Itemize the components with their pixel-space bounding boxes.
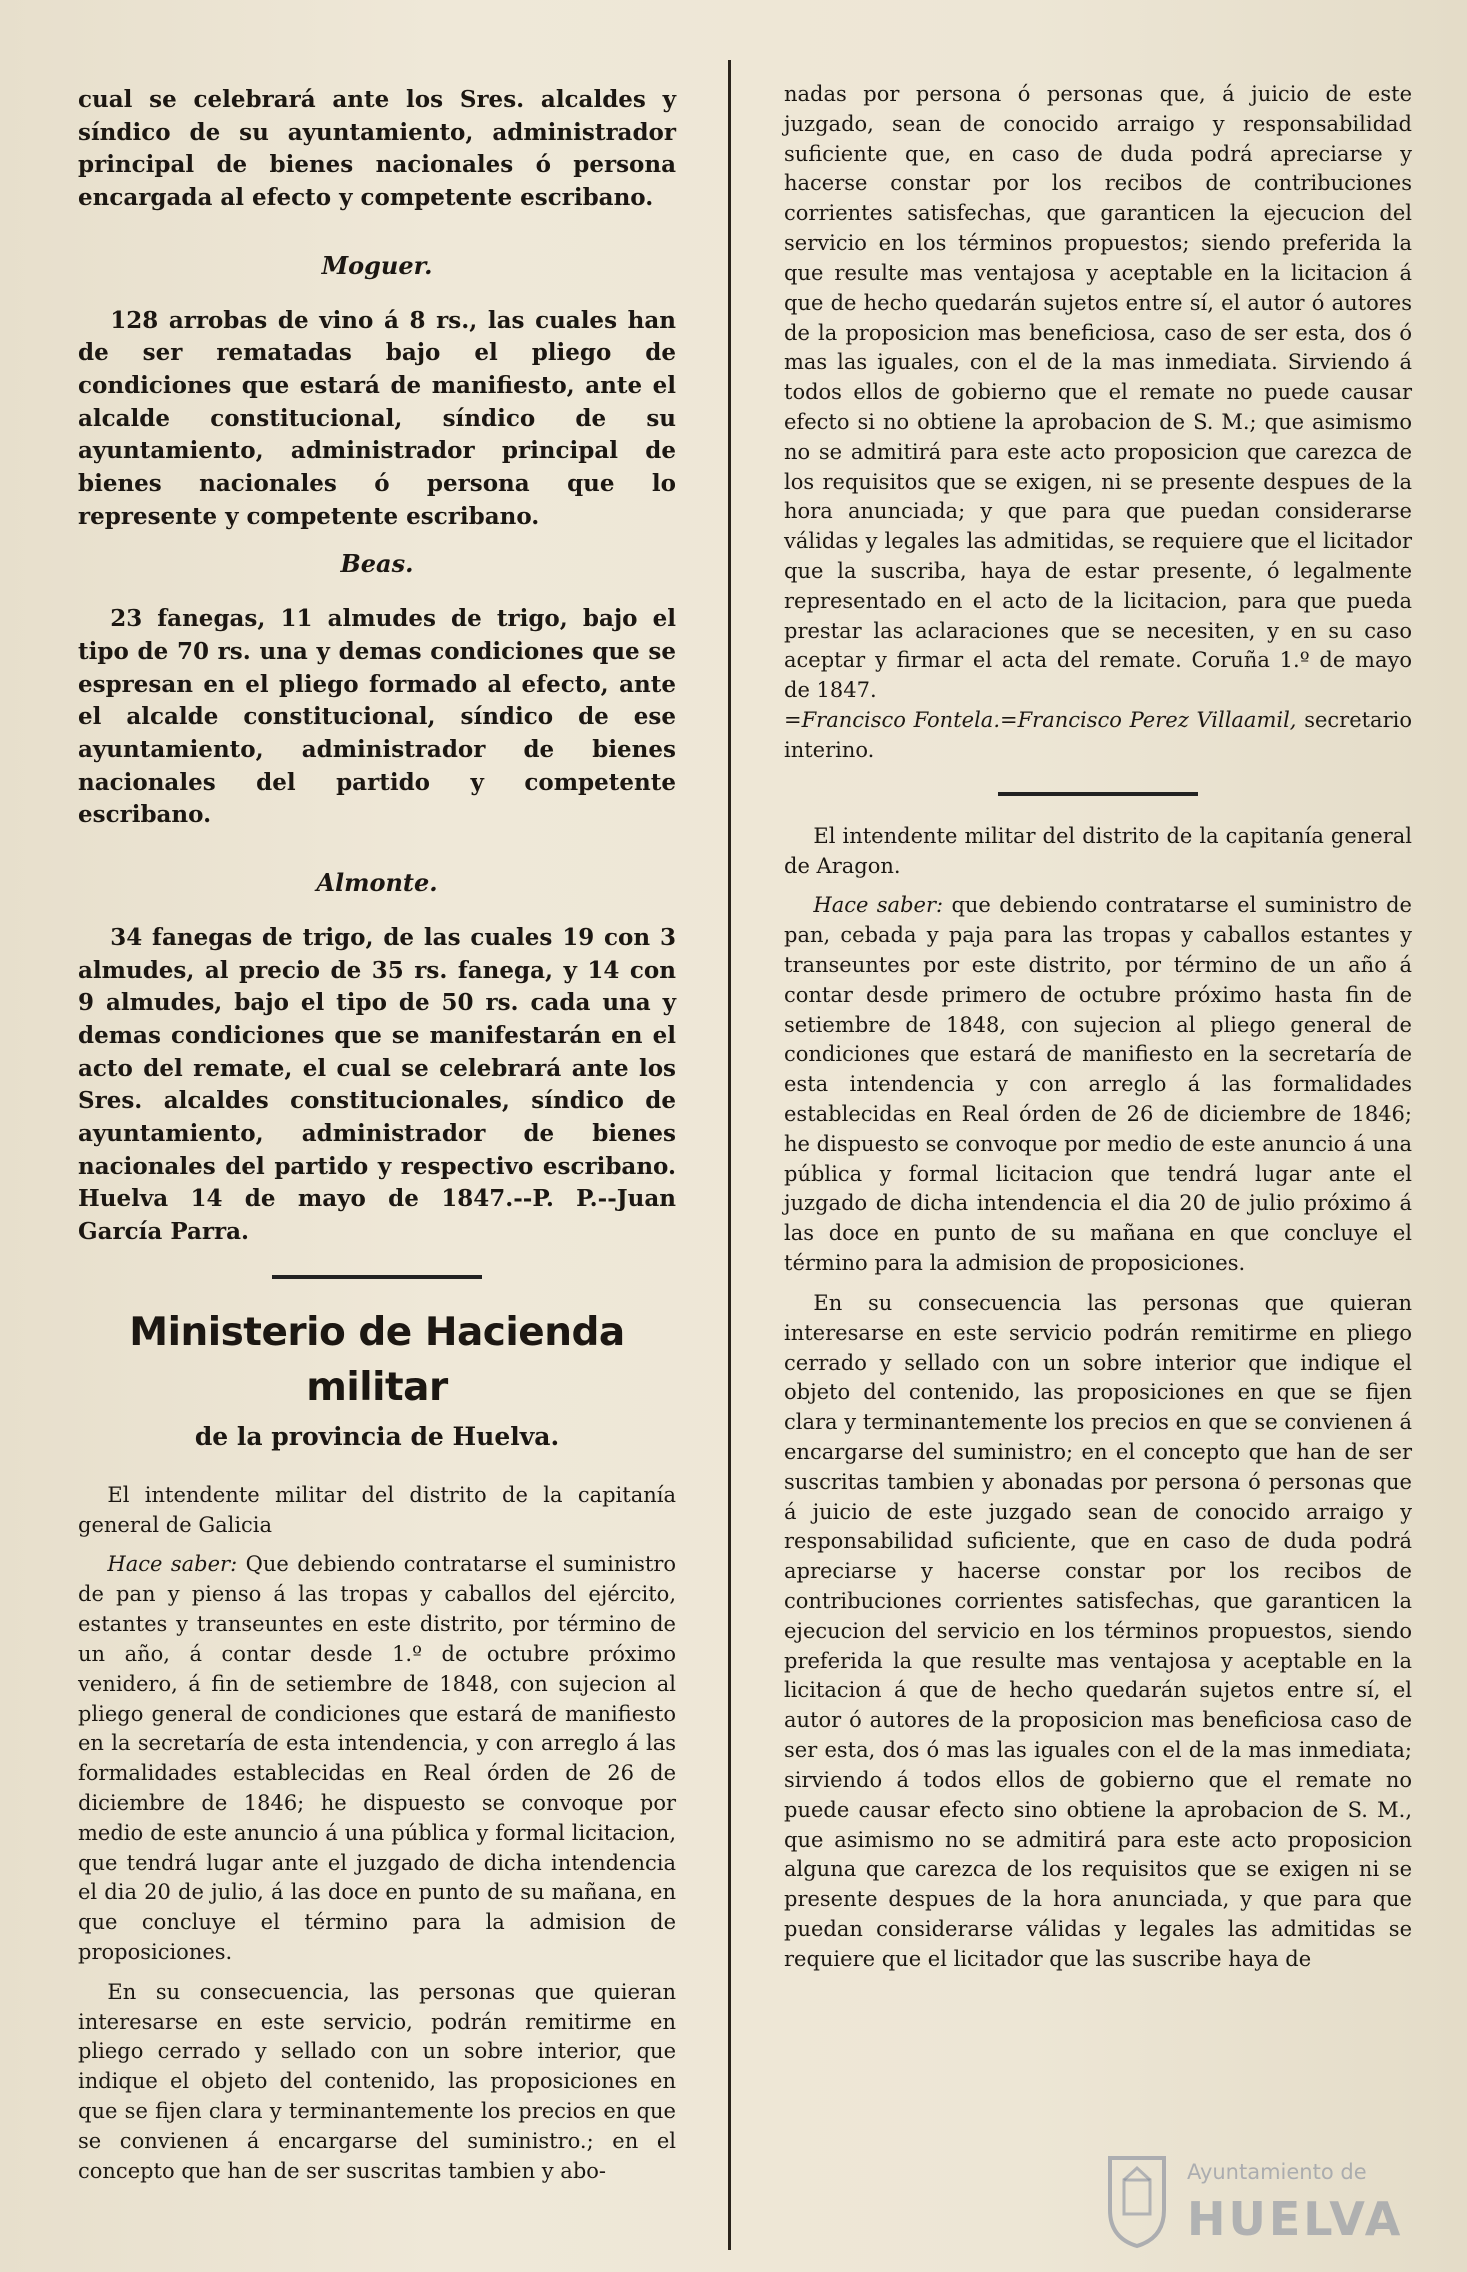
section-divider: [272, 1275, 482, 1279]
galicia-notice: [78, 1550, 676, 1967]
aragon-notice: [784, 891, 1412, 1279]
hace-saber-label: Hace saber:: [107, 1552, 238, 1577]
coruna-continuation: nadas por persona ó personas que, á juicio de este juzgado, sean de conocido arraigo y responsabilidad suficiente que, en caso de duda podrá apreciarse y hacerse constar por los recibos de contribuciones corrientes satisfechas, que garanticen la ejecucion del servicio en los términos propuestos; siendo preferida la que resulte mas ventajosa y aceptable en la licitacion á que de hecho quedarán sujetos entre sí, el autor ó autores de la proposicion mas beneficiosa, caso de ser esta, dos ó mas las iguales, con el de la mas inmediata. Sirviendo á todos ellos de gobierno que el remate no puede causar efecto si no obtiene la aprobacion de S. M.; que asimismo no se admitirá para este acto proposicion que carezca de los requisitos que se exigen, ni se presente despues de la hora anunciada; y que para que puedan considerarse válidas y legales las admitidas, se requiere que el licitador que la suscriba, haya de estar presente, ó legalmente representado en el acto de la licitacion, para que pueda prestar las aclaraciones que se necesiten, y en su caso aceptar y firmar el acta del remate. Coruña 1.º de mayo de 1847.: [784, 82, 1412, 703]
paragraph-beas: 23 fanegas, 11 almudes de trigo, bajo el tipo de 70 rs. una y demas condiciones que se espresan en el pliego formado al efecto, ante el alcalde constitucional, síndico de ese ayuntamiento, administrador de bienes nacionales del partido y competente escribano.: [78, 605, 676, 829]
hace-saber-label-aragon: Hace saber:: [813, 893, 944, 918]
galicia-body: Que debiendo contratarse el suministro de pan y pienso á las tropas y caballos del ejército, estantes y transeuntes en este distrito, por término de un año, á contar desde 1.º de octubre próximo venidero, á fin de setiembre de 1848, con sujecion al pliego general de condiciones que estará de manifiesto en la secretaría de esta intendencia, y con arreglo á las formalidades establecidas en Real órden de 26 de diciembre de 1846; he dispuesto se convoque por medio de este anuncio á una pública y formal licitacion, que tendrá lugar ante el juzgado de dicha intendencia el dia 20 de julio, á las doce en punto de su mañana, en que concluye el término para la admision de proposiciones.: [78, 1552, 676, 1965]
watermark-line2: HUELVA: [1187, 2192, 1404, 2246]
heading-beas: Beas.: [340, 549, 414, 579]
galicia-consequence: En su consecuencia, las personas que quieran interesarse en este servicio, podrán remitirme en pliego cerrado y sellado con un sobre interior, que indique el objeto del contenido, las proposiciones en que se fijen clara y terminantemente los precios en que se convienen á encargarse del suministro.; en el concepto que han de ser suscritas tambien y abo-: [78, 1979, 676, 2183]
heading-almonte: Almonte.: [316, 867, 438, 897]
aragon-body: que debiendo contratarse el suministro de pan, cebada y paja para las tropas y caballos estantes y transeuntes por este distrito, por término de un año á contar desde primero de octubre próximo hasta fin de setiembre de 1848, con sujecion al pliego general de condiciones que estará de manifiesto en la secretaría de esta intendencia y con arreglo á las formalidades establecidas en Real órden de 26 de diciembre de 1846; he dispuesto se convoque por medio de este anuncio á una pública y formal licitacion que tendrá lugar ante el juzgado de dicha intendencia el dia 20 de julio próximo á las doce en punto de su mañana en que concluye el término para la admision de proposiciones.: [784, 893, 1412, 1276]
right-column: [784, 80, 1412, 1985]
paragraph-moguer: 128 arrobas de vino á 8 rs., las cuales han de ser rematadas bajo el pliego de condiciones que estará de manifiesto, ante el alcalde constitucional, síndico de su ayuntamiento, administrador principal de bienes nacionales ó persona que lo represente y competente escribano.: [78, 306, 676, 530]
signature-role: secretario interino.: [784, 708, 1412, 762]
left-column: [78, 84, 676, 2197]
heading-moguer: Moguer.: [321, 250, 433, 280]
archive-watermark: [1102, 2150, 1442, 2250]
section-divider-right: [998, 792, 1198, 796]
column-divider: [728, 60, 731, 2250]
watermark-line1: Ayuntamiento de: [1187, 2160, 1367, 2184]
ministry-subtitle: de la provincia de Huelva.: [194, 1422, 560, 1452]
coruna-signature: [784, 706, 1412, 766]
paragraph-continuation: cual se celebrará ante los Sres. alcaldes y síndico de su ayuntamiento, administrador principal de bienes nacionales ó persona encargada al efecto y competente escribano.: [78, 86, 676, 211]
ministry-title: Ministerio de Hacienda militar: [129, 1309, 625, 1410]
paragraph-almonte: 34 fanegas de trigo, de las cuales 19 con 3 almudes, al precio de 35 rs. fanega, y 14 con 9 almudes, bajo el tipo de 50 rs. cada una y demas condiciones que se manifestarán en el acto del remate, el cual se celebrará ante los Sres. alcaldes constitucionales, síndico de ayuntamiento, administrador de bienes nacionales del partido y respectivo escribano. Huelva 14 de mayo de 1847.--P. P.--Juan García Parra.: [78, 924, 676, 1245]
galicia-intro: El intendente militar del distrito de la capitanía general de Galicia: [78, 1482, 676, 1537]
city-seal-icon: [1102, 2150, 1172, 2250]
aragon-intro: El intendente militar del distrito de la capitanía general de Aragon.: [784, 823, 1412, 878]
aragon-consequence: En su consecuencia las personas que quieran interesarse en este servicio podrán remitirme en pliego cerrado y sellado con un sobre interior que indique el objeto del contenido, las proposiciones en que se fijen clara y terminantemente los precios en que se convienen á encargarse del suministro; en el concepto que han de ser suscritas tambien y abonadas por persona ó personas que á juicio de este juzgado sean de conocido arraigo y responsabilidad suficiente, que en caso de duda podrá apreciarse y hacerse constar por los recibos de contribuciones corrientes satisfechas, que garanticen la ejecucion del servicio en los términos propuestos, siendo preferida la que resulte mas ventajosa y aceptable en la licitacion á que de hecho quedarán sujetos entre sí, el autor ó autores de la proposicion mas beneficiosa caso de ser esta, dos ó mas las iguales con el de la mas inmediata; sirviendo á todos ellos de gobierno que el remate no puede causar efecto sino obtiene la aprobacion de S. M., que asimismo no se admitirá para este acto proposicion alguna que carezca de los requisitos que se exigen ni se presente despues de la hora anunciada, y que para que puedan considerarse válidas y legales las admitidas se requiere que el licitador que las suscribe haya de: [784, 1290, 1412, 1971]
signature-names: =Francisco Fontela.=Francisco Perez Villaamil,: [784, 708, 1297, 733]
